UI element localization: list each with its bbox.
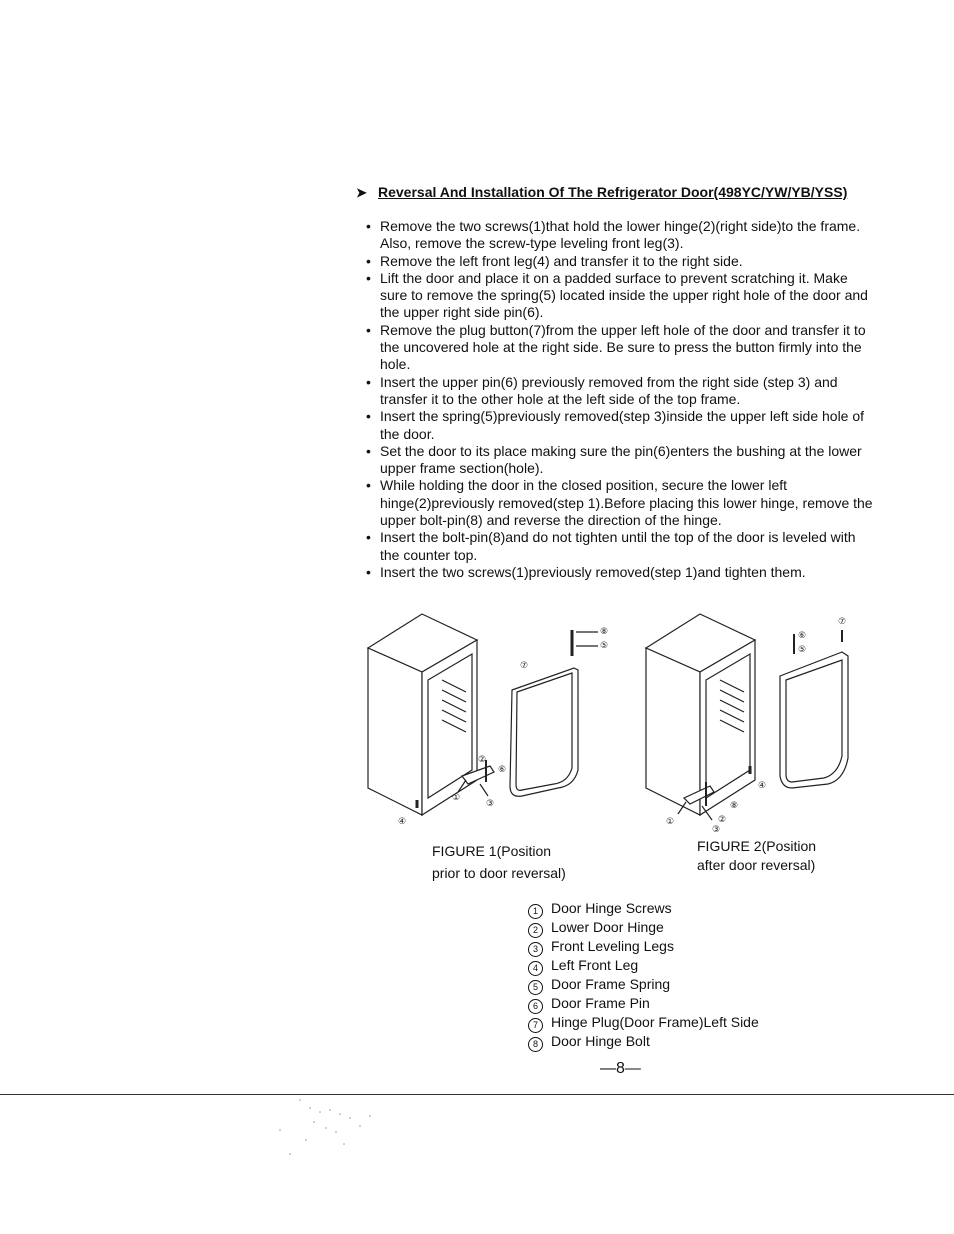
legend-label: Door Hinge Bolt: [551, 1033, 650, 1049]
refrigerator-door-drawing: [780, 630, 848, 788]
section-title: Reversal And Installation Of The Refrigerator Door(498YC/YW/YB/YSS): [378, 184, 848, 200]
instruction-step: • Insert the spring(5)previously removed(step 3)inside the upper left side hole of the door.: [366, 408, 876, 443]
figure-1-caption: [432, 840, 632, 884]
page-number: —8—: [600, 1060, 641, 1077]
legend-item: [528, 995, 759, 1014]
legend-label: Hinge Plug(Door Frame)Left Side: [551, 1014, 759, 1030]
svg-text:⑤: ⑤: [798, 645, 807, 655]
svg-text:⑦: ⑦: [838, 617, 847, 627]
svg-text:①: ①: [452, 793, 461, 803]
svg-text:②: ②: [718, 815, 727, 825]
arrow-head-icon: ➤: [356, 185, 367, 200]
refrigerator-cabinet-drawing: [646, 614, 755, 815]
parts-legend: [528, 900, 759, 1052]
instruction-step: • Insert the upper pin(6) previously removed from the right side (step 3) and transfer it to the other hole at the left side of the top frame.: [366, 374, 876, 409]
legend-number: 1: [528, 904, 543, 919]
svg-text:⑧: ⑧: [730, 801, 739, 811]
legend-label: Door Frame Pin: [551, 995, 650, 1011]
instruction-step: • Insert the bolt-pin(8)and do not tighten until the top of the door is leveled with the counter top.: [366, 529, 876, 564]
instruction-list: [366, 218, 876, 581]
figure-2-caption-line: after door reversal): [697, 857, 816, 873]
svg-text:③: ③: [712, 825, 721, 832]
legend-label: Front Leveling Legs: [551, 938, 674, 954]
figure-2-diagram: [640, 610, 860, 832]
svg-text:⑥: ⑥: [798, 631, 807, 641]
legend-label: Lower Door Hinge: [551, 919, 664, 935]
instruction-step: • Remove the plug button(7)from the upper left hole of the door and transfer it to the uncovered hole at the right side. Be sure to press the button firmly into the hole.: [366, 322, 876, 374]
refrigerator-cabinet-drawing: [368, 614, 477, 815]
legend-label: Door Frame Spring: [551, 976, 671, 992]
instruction-step: • Set the door to its place making sure the pin(6)enters the bushing at the lower upper frame section(hole).: [366, 443, 876, 478]
figure-1-caption-line: prior to door reversal): [432, 865, 566, 881]
instruction-step: • Remove the two screws(1)that hold the lower hinge(2)(right side)to the frame. Also, remove the screw-type leveling front leg(3).: [366, 218, 876, 253]
figure-1-diagram: [362, 610, 632, 830]
footer-divider: [0, 1094, 954, 1095]
legend-item: [528, 1033, 759, 1052]
svg-text:③: ③: [486, 799, 495, 809]
legend-item: [528, 976, 759, 995]
legend-item: [528, 938, 759, 957]
legend-label: Left Front Leg: [551, 957, 639, 973]
section-heading: [356, 184, 916, 201]
svg-text:⑤: ⑤: [600, 641, 609, 651]
svg-text:④: ④: [758, 781, 767, 791]
figure-1-caption-line: FIGURE 1(Position: [432, 843, 552, 859]
legend-item: [528, 957, 759, 976]
svg-text:②: ②: [478, 755, 487, 765]
svg-text:⑥: ⑥: [498, 765, 507, 775]
legend-number: 5: [528, 980, 543, 995]
legend-item: [528, 900, 759, 919]
svg-text:⑧: ⑧: [600, 627, 609, 637]
legend-number: 3: [528, 942, 543, 957]
instruction-step: • Insert the two screws(1)previously removed(step 1)and tighten them.: [366, 564, 876, 581]
legend-item: [528, 1014, 759, 1033]
figure-2-caption-line: FIGURE 2(Position: [697, 838, 817, 854]
legend-number: 2: [528, 923, 543, 938]
refrigerator-door-drawing: [510, 630, 598, 796]
legend-number: 7: [528, 1018, 543, 1033]
instruction-step: • Remove the left front leg(4) and transfer it to the right side.: [366, 253, 876, 270]
instruction-step: • Lift the door and place it on a padded surface to prevent scratching it. Make sure to remove the spring(5) located inside the upper right hole of the door and the upper right side pin(6).: [366, 270, 876, 322]
legend-number: 4: [528, 961, 543, 976]
svg-text:①: ①: [666, 817, 675, 827]
legend-label: Door Hinge Screws: [551, 900, 672, 916]
legend-number: 6: [528, 999, 543, 1014]
instruction-step: • While holding the door in the closed position, secure the lower left hinge(2)previously removed(step 1).Before placing this lower hinge, remove the upper bolt-pin(8) and reverse the direction of the hinge.: [366, 477, 876, 529]
legend-number: 8: [528, 1037, 543, 1052]
svg-text:④: ④: [398, 817, 407, 827]
scan-speckle-artifact: [240, 1070, 420, 1180]
svg-text:⑦: ⑦: [520, 661, 529, 671]
legend-item: [528, 919, 759, 938]
figure-2-caption: [697, 837, 867, 875]
